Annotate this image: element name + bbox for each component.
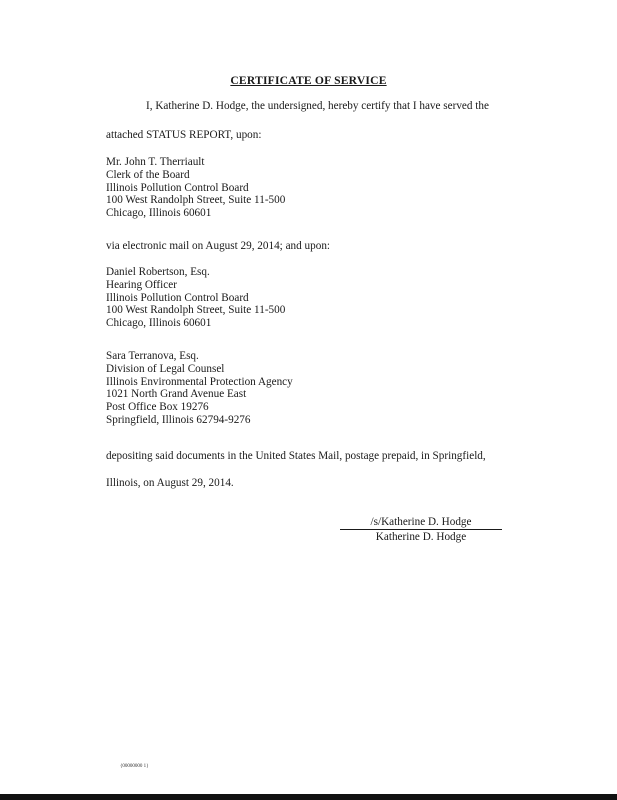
intro-paragraph-line-2: attached STATUS REPORT, upon: bbox=[106, 129, 262, 141]
electronic-signature: /s/Katherine D. Hodge bbox=[340, 516, 502, 530]
signature-block bbox=[340, 516, 502, 544]
recipient-1-street: 100 West Randolph Street, Suite 11-500 bbox=[106, 194, 286, 207]
recipient-3-city: Springfield, Illinois 62794-9276 bbox=[106, 413, 251, 426]
recipient-3-name: Sara Terranova, Esq. bbox=[106, 350, 199, 362]
recipient-3-division: Division of Legal Counsel bbox=[106, 362, 225, 375]
closing-paragraph-line-2: Illinois, on August 29, 2014. bbox=[106, 477, 234, 489]
recipient-1-name: Mr. John T. Therriault bbox=[106, 156, 205, 168]
intro-paragraph-line-1: I, Katherine D. Hodge, the undersigned, hereby certify that I have served the bbox=[146, 100, 489, 112]
recipient-address-2 bbox=[106, 266, 285, 330]
recipient-2-title: Hearing Officer bbox=[106, 278, 177, 291]
service-method-line: via electronic mail on August 29, 2014; and upon: bbox=[106, 240, 331, 252]
signer-printed-name: Katherine D. Hodge bbox=[375, 531, 467, 543]
page-title: CERTIFICATE OF SERVICE bbox=[230, 74, 387, 87]
recipient-1-city: Chicago, Illinois 60601 bbox=[106, 207, 212, 220]
recipient-address-3 bbox=[106, 350, 293, 427]
recipient-3-organization: Illinois Environmental Protection Agency bbox=[106, 375, 293, 388]
recipient-2-name: Daniel Robertson, Esq. bbox=[106, 266, 210, 278]
closing-paragraph-line-1: depositing said documents in the United States Mail, postage prepaid, in Springfield, bbox=[106, 450, 486, 462]
recipient-1-title: Clerk of the Board bbox=[106, 168, 190, 181]
recipient-1-organization: Illinois Pollution Control Board bbox=[106, 181, 249, 194]
recipient-2-street: 100 West Randolph Street, Suite 11-500 bbox=[106, 304, 286, 317]
recipient-2-city: Chicago, Illinois 60601 bbox=[106, 317, 212, 330]
recipient-3-street: 1021 North Grand Avenue East bbox=[106, 388, 247, 401]
document-id-code: {00000000 1} bbox=[120, 764, 149, 769]
scan-edge-bar bbox=[0, 794, 617, 800]
recipient-3-po-box: Post Office Box 19276 bbox=[106, 401, 209, 414]
recipient-2-organization: Illinois Pollution Control Board bbox=[106, 291, 249, 304]
recipient-address-1 bbox=[106, 156, 285, 220]
